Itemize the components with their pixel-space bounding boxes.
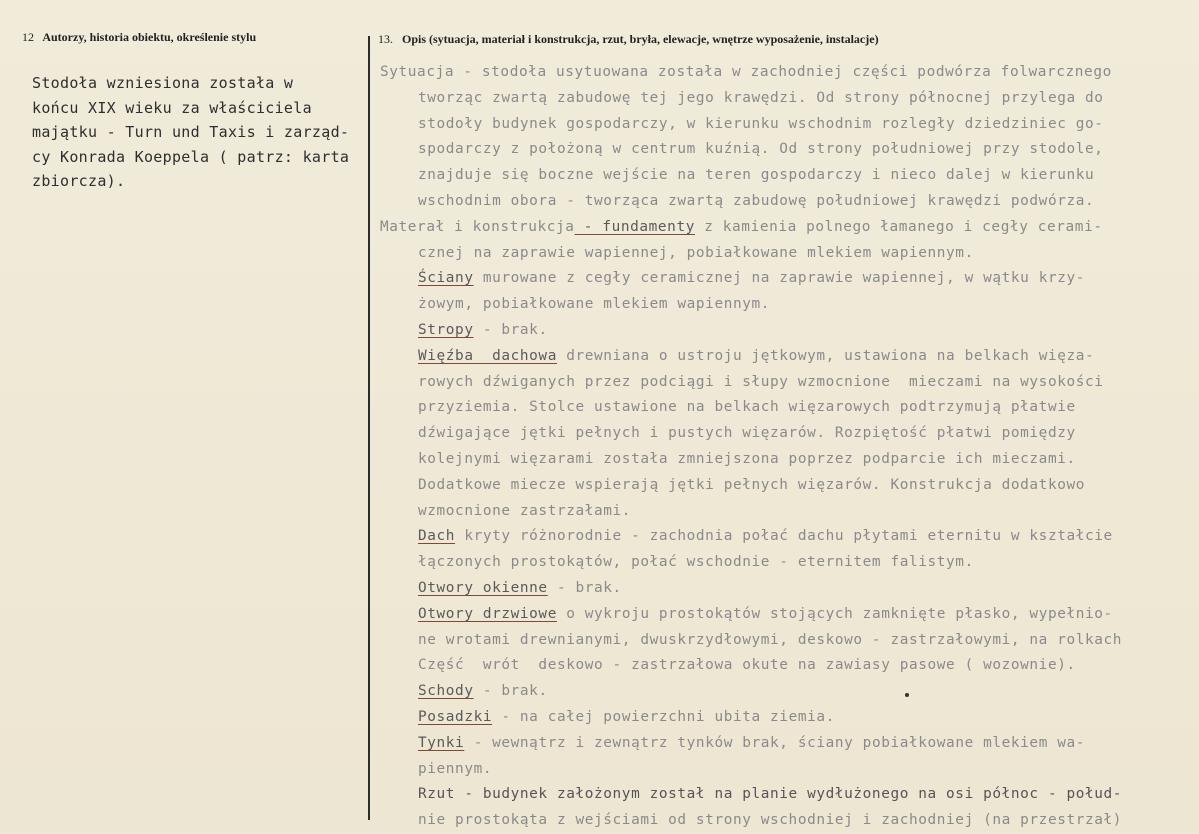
text-line [380,215,1190,241]
text-segment: - na całej powierzchni ubita ziemia. [492,708,835,725]
text-line [380,808,1190,834]
section-12-body [32,71,362,194]
underlined-heading: Więźba dachowa [418,347,557,364]
text-segment: dźwigające jętki pełnych i pustych więzarów. Rozpiętość płatwi pomiędzy [418,425,1076,442]
text-segment: murowane z cegły ceramicznej na zaprawie wapiennej, w wątku krzy- [473,270,1086,287]
underlined-heading: Schody [418,683,474,700]
text-segment: Rzut - budynek założonym został na planie wydłużonego na osi północ - połud- [418,786,1123,803]
underlined-heading: Ściany [418,270,474,287]
text-segment: o wykroju prostokątów stojących zamknięte płasko, wypełnio- [556,605,1113,622]
text-segment: - wewnątrz i zewnątrz tynków brak, ściany pobiałkowane mlekiem wa- [464,734,1086,751]
section-13-header [378,32,879,47]
text-segment: - brak. [473,683,548,700]
text-segment: łączonych prostokątów, połać wschodnie - eternitem falistym. [418,554,974,571]
text-line [380,550,1190,576]
text-line [380,679,1190,705]
underlined-heading: Otwory okienne [418,579,548,596]
text-line [380,163,1190,189]
section-12-number: 12 [22,30,34,44]
text-line [380,473,1190,499]
ink-spot [905,693,909,697]
text-segment: żowym, pobiałkowane mlekiem wapiennym. [418,296,771,313]
text-line: zbiorcza). [32,172,126,190]
text-segment: z kamienia polnego łamanego i cegły cerami- [694,218,1103,235]
text-segment: kolejnymi więzarami została zmniejszona poprzez podparcie ich mieczami. [418,450,1076,467]
underlined-heading: - fundamenty [574,218,695,235]
underlined-heading: Tynki [418,734,465,751]
text-segment: znajduje się boczne wejście na teren gospodarczy i nieco dalej w kierunku [418,167,1095,184]
text-line [380,189,1190,215]
text-line [380,370,1190,396]
text-line [380,395,1190,421]
section-12-title: Autorzy, historia obiektu, określenie stylu [42,30,257,44]
text-line [380,653,1190,679]
text-segment: Materał i konstrukcja [380,218,575,235]
text-line: Stodoła wzniesiona została w [32,74,294,92]
text-line [380,112,1190,138]
text-segment: wzmocnione zastrzałami. [418,502,632,519]
text-line [380,421,1190,447]
text-segment: Sytuacja - stodoła usytuowana została w zachodniej części podwórza folwarcznego [380,64,1112,80]
text-segment: wschodnim obora - tworząca zwartą zabudowę południowej krawędzi podwórza. [418,192,1095,209]
underlined-heading: Stropy [418,321,474,338]
text-line [380,757,1190,783]
text-segment: przyziemia. Stolce ustawione na belkach więzarowych podtrzymują płatwie [418,399,1076,416]
text-segment: spodarczy z położoną w centrum kuźnią. Od strony południowej przy stodole, [418,141,1104,158]
section-13-body [380,60,1190,834]
text-segment: drewniana o ustroju jętkowym, ustawiona na belkach więza- [556,347,1095,364]
text-segment: kryty różnorodnie - zachodnia połać dachu płytami eternitu w kształcie [455,528,1113,545]
text-line: cy Konrada Koeppela ( patrz: karta [32,147,350,166]
column-divider [368,36,370,820]
text-line [380,60,1190,86]
underlined-heading: Otwory drzwiowe [418,605,557,622]
section-12-header [22,30,256,45]
text-line [380,241,1190,267]
text-line [380,266,1190,292]
text-segment: nie prostokąta z wejściami od strony wschodniej i zachodniej (na przestrzał) [418,812,1123,829]
text-segment: piennym. [418,760,493,777]
text-line [380,344,1190,370]
underlined-heading: Dach [418,528,456,545]
text-segment: stodoły budynek gospodarczy, w kierunku wschodnim rozległy dziedziniec go- [418,115,1104,132]
text-segment: Dodatkowe miecze wspierają jętki pełnych więzarów. Konstrukcja dodatkowo [418,476,1085,493]
text-segment: tworząc zwartą zabudowę tej jego krawędzi. Od strony północnej przylega do [418,89,1104,106]
text-line [380,318,1190,344]
text-line: końcu XIX wieku za właściciela [32,98,312,117]
text-line [380,447,1190,473]
text-segment: - brak. [547,579,622,596]
text-line [380,602,1190,628]
text-segment: rowych dźwiganych przez podciągi i słupy wzmocnione mieczami na wysokości [418,373,1104,390]
text-line [380,524,1190,550]
text-segment: cznej na zaprawie wapiennej, pobiałkowane mlekiem wapiennym. [418,244,974,261]
text-line [380,782,1190,808]
text-line [380,705,1190,731]
section-13-number: 13. [378,32,393,46]
underlined-heading: Posadzki [418,708,493,725]
text-segment: ne wrotami drewnianymi, dwuskrzydłowymi, deskowo - zastrzałowymi, na rolkach [418,631,1123,648]
text-line [380,86,1190,112]
text-line [380,137,1190,163]
text-line [380,292,1190,318]
text-line [380,576,1190,602]
text-line: majątku - Turn und Taxis i zarząd- [32,123,350,141]
text-segment: - brak. [473,321,548,338]
text-line [380,628,1190,654]
text-segment: Część wrót deskowo - zastrzałowa okute na zawiasy pasowe ( wozownie). [418,657,1076,674]
text-line [380,731,1190,757]
section-13-title: Opis (sytuacja, materiał i konstrukcja, rzut, bryła, elewacje, wnętrze wyposażenie, instalacje) [402,32,879,46]
text-line [380,499,1190,525]
